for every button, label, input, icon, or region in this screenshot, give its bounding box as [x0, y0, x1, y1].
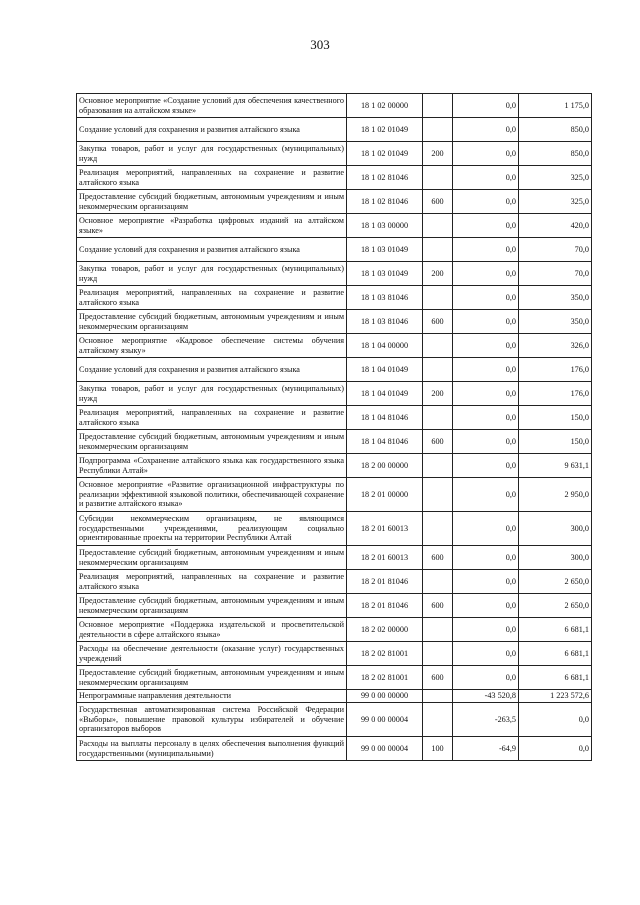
target-code-cell: 18 1 04 00000	[347, 334, 423, 358]
amount-total-cell: 0,0	[519, 703, 592, 737]
amount-change-cell: 0,0	[453, 512, 519, 546]
amount-total-cell: 150,0	[519, 430, 592, 454]
expense-type-cell: 600	[423, 190, 453, 214]
amount-total-cell: 70,0	[519, 238, 592, 262]
amount-total-cell: 150,0	[519, 406, 592, 430]
row-name-cell: Расходы на выплаты персоналу в целях обеспечения выполнения функций государственными (муниципальными)	[77, 737, 347, 761]
row-name-cell: Создание условий для сохранения и развития алтайского языка	[77, 358, 347, 382]
amount-total-cell: 176,0	[519, 382, 592, 406]
amount-change-cell: -43 520,8	[453, 690, 519, 703]
target-code-cell: 18 2 01 00000	[347, 478, 423, 512]
table-row	[77, 570, 592, 594]
amount-total-cell: 2 950,0	[519, 478, 592, 512]
expense-type-cell: 600	[423, 310, 453, 334]
row-name-cell: Предоставление субсидий бюджетным, автономным учреждениям и иным некоммерческим организациям	[77, 190, 347, 214]
table-row	[77, 454, 592, 478]
row-name-cell: Закупка товаров, работ и услуг для государственных (муниципальных) нужд	[77, 382, 347, 406]
expense-type-cell	[423, 454, 453, 478]
amount-total-cell: 325,0	[519, 166, 592, 190]
table-row	[77, 690, 592, 703]
target-code-cell: 18 2 02 00000	[347, 618, 423, 642]
amount-change-cell: 0,0	[453, 618, 519, 642]
expense-type-cell: 600	[423, 546, 453, 570]
budget-table	[76, 93, 592, 761]
target-code-cell: 99 0 00 00004	[347, 737, 423, 761]
amount-total-cell: 2 650,0	[519, 570, 592, 594]
row-name-cell: Предоставление субсидий бюджетным, автономным учреждениям и иным некоммерческим организациям	[77, 666, 347, 690]
target-code-cell: 18 1 02 01049	[347, 118, 423, 142]
row-name-cell: Предоставление субсидий бюджетным, автономным учреждениям и иным некоммерческим организациям	[77, 430, 347, 454]
expense-type-cell: 100	[423, 737, 453, 761]
row-name-cell: Непрограммные направления деятельности	[77, 690, 347, 703]
target-code-cell: 18 2 01 60013	[347, 546, 423, 570]
amount-total-cell: 6 681,1	[519, 618, 592, 642]
table-row	[77, 382, 592, 406]
amount-total-cell: 420,0	[519, 214, 592, 238]
table-row	[77, 666, 592, 690]
amount-change-cell: 0,0	[453, 382, 519, 406]
expense-type-cell: 200	[423, 142, 453, 166]
expense-type-cell	[423, 570, 453, 594]
expense-type-cell	[423, 238, 453, 262]
target-code-cell: 99 0 00 00004	[347, 703, 423, 737]
table-row	[77, 214, 592, 238]
target-code-cell: 18 1 03 00000	[347, 214, 423, 238]
amount-total-cell: 850,0	[519, 142, 592, 166]
row-name-cell: Субсидии некоммерческим организациям, не являющимся государственными учреждениями, реализующим социально ориентированные проекты на территории Республики Алтай	[77, 512, 347, 546]
row-name-cell: Предоставление субсидий бюджетным, автономным учреждениям и иным некоммерческим организациям	[77, 546, 347, 570]
row-name-cell: Реализация мероприятий, направленных на сохранение и развитие алтайского языка	[77, 570, 347, 594]
row-name-cell: Расходы на обеспечение деятельности (оказание услуг) государственных учреждений	[77, 642, 347, 666]
expense-type-cell	[423, 703, 453, 737]
table-row	[77, 478, 592, 512]
expense-type-cell: 600	[423, 594, 453, 618]
amount-change-cell: 0,0	[453, 118, 519, 142]
amount-total-cell: 1 223 572,6	[519, 690, 592, 703]
expense-type-cell	[423, 166, 453, 190]
table-row	[77, 430, 592, 454]
amount-change-cell: 0,0	[453, 310, 519, 334]
amount-change-cell: 0,0	[453, 214, 519, 238]
target-code-cell: 18 1 03 81046	[347, 286, 423, 310]
target-code-cell: 18 1 04 81046	[347, 430, 423, 454]
table-row	[77, 512, 592, 546]
amount-change-cell: -263,5	[453, 703, 519, 737]
amount-total-cell: 300,0	[519, 512, 592, 546]
expense-type-cell	[423, 642, 453, 666]
target-code-cell: 18 2 00 00000	[347, 454, 423, 478]
target-code-cell: 18 2 02 81001	[347, 642, 423, 666]
amount-change-cell: 0,0	[453, 166, 519, 190]
amount-change-cell: 0,0	[453, 190, 519, 214]
expense-type-cell	[423, 118, 453, 142]
expense-type-cell	[423, 618, 453, 642]
amount-change-cell: 0,0	[453, 546, 519, 570]
amount-total-cell: 1 175,0	[519, 94, 592, 118]
table-row	[77, 406, 592, 430]
amount-change-cell: 0,0	[453, 286, 519, 310]
target-code-cell: 18 2 01 81046	[347, 570, 423, 594]
row-name-cell: Предоставление субсидий бюджетным, автономным учреждениям и иным некоммерческим организациям	[77, 310, 347, 334]
expense-type-cell	[423, 334, 453, 358]
amount-total-cell: 350,0	[519, 286, 592, 310]
amount-change-cell: 0,0	[453, 94, 519, 118]
target-code-cell: 18 1 04 01049	[347, 358, 423, 382]
target-code-cell: 18 1 03 81046	[347, 310, 423, 334]
amount-change-cell: 0,0	[453, 666, 519, 690]
target-code-cell: 99 0 00 00000	[347, 690, 423, 703]
target-code-cell: 18 1 02 81046	[347, 190, 423, 214]
row-name-cell: Реализация мероприятий, направленных на сохранение и развитие алтайского языка	[77, 286, 347, 310]
amount-total-cell: 70,0	[519, 262, 592, 286]
expense-type-cell: 200	[423, 262, 453, 286]
amount-change-cell: 0,0	[453, 570, 519, 594]
target-code-cell: 18 1 04 01049	[347, 382, 423, 406]
expense-type-cell	[423, 214, 453, 238]
row-name-cell: Основное мероприятие «Кадровое обеспечение системы обучения алтайскому языку»	[77, 334, 347, 358]
expense-type-cell	[423, 512, 453, 546]
expense-type-cell: 200	[423, 382, 453, 406]
amount-total-cell: 0,0	[519, 737, 592, 761]
amount-total-cell: 325,0	[519, 190, 592, 214]
expense-type-cell	[423, 286, 453, 310]
row-name-cell: Создание условий для сохранения и развития алтайского языка	[77, 118, 347, 142]
table-row	[77, 262, 592, 286]
expense-type-cell	[423, 478, 453, 512]
table-row	[77, 238, 592, 262]
table-row	[77, 166, 592, 190]
amount-total-cell: 6 681,1	[519, 642, 592, 666]
expense-type-cell: 600	[423, 430, 453, 454]
target-code-cell: 18 1 03 01049	[347, 238, 423, 262]
target-code-cell: 18 1 04 81046	[347, 406, 423, 430]
amount-total-cell: 6 681,1	[519, 666, 592, 690]
amount-change-cell: 0,0	[453, 358, 519, 382]
amount-change-cell: 0,0	[453, 430, 519, 454]
target-code-cell: 18 2 01 81046	[347, 594, 423, 618]
table-row	[77, 703, 592, 737]
row-name-cell: Государственная автоматизированная система Российской Федерации «Выборы», повышение правовой культуры избирателей и обучение организаторов выборов	[77, 703, 347, 737]
table-row	[77, 142, 592, 166]
row-name-cell: Подпрограмма «Сохранение алтайского языка как государственного языка Республики Алтай»	[77, 454, 347, 478]
table-row	[77, 642, 592, 666]
expense-type-cell	[423, 94, 453, 118]
expense-type-cell: 600	[423, 666, 453, 690]
amount-total-cell: 350,0	[519, 310, 592, 334]
row-name-cell: Создание условий для сохранения и развития алтайского языка	[77, 238, 347, 262]
table-row	[77, 334, 592, 358]
row-name-cell: Реализация мероприятий, направленных на сохранение и развитие алтайского языка	[77, 166, 347, 190]
amount-total-cell: 300,0	[519, 546, 592, 570]
amount-change-cell: 0,0	[453, 454, 519, 478]
page-number: 303	[310, 37, 330, 52]
amount-change-cell: 0,0	[453, 594, 519, 618]
table-row	[77, 118, 592, 142]
row-name-cell: Основное мероприятие «Поддержка издательской и просветительской деятельности в сфере алтайского языка»	[77, 618, 347, 642]
amount-change-cell: 0,0	[453, 238, 519, 262]
amount-change-cell: 0,0	[453, 406, 519, 430]
amount-change-cell: 0,0	[453, 262, 519, 286]
target-code-cell: 18 1 02 01049	[347, 142, 423, 166]
table-row	[77, 94, 592, 118]
row-name-cell: Предоставление субсидий бюджетным, автономным учреждениям и иным некоммерческим организациям	[77, 594, 347, 618]
target-code-cell: 18 2 01 60013	[347, 512, 423, 546]
target-code-cell: 18 2 02 81001	[347, 666, 423, 690]
target-code-cell: 18 1 02 00000	[347, 94, 423, 118]
amount-total-cell: 850,0	[519, 118, 592, 142]
expense-type-cell	[423, 690, 453, 703]
target-code-cell: 18 1 03 01049	[347, 262, 423, 286]
table-row	[77, 546, 592, 570]
row-name-cell: Основное мероприятие «Развитие организационной инфраструктуры по реализации эффективной языковой политики, обеспечивающей сохранение и развитие алтайского языка»	[77, 478, 347, 512]
row-name-cell: Реализация мероприятий, направленных на сохранение и развитие алтайского языка	[77, 406, 347, 430]
expense-type-cell	[423, 406, 453, 430]
table-row	[77, 594, 592, 618]
amount-total-cell: 9 631,1	[519, 454, 592, 478]
amount-change-cell: 0,0	[453, 478, 519, 512]
amount-change-cell: 0,0	[453, 642, 519, 666]
amount-change-cell: -64,9	[453, 737, 519, 761]
amount-change-cell: 0,0	[453, 334, 519, 358]
table-row	[77, 190, 592, 214]
row-name-cell: Основное мероприятие «Создание условий для обеспечения качественного образования на алтайском языке»	[77, 94, 347, 118]
row-name-cell: Закупка товаров, работ и услуг для государственных (муниципальных) нужд	[77, 262, 347, 286]
amount-total-cell: 2 650,0	[519, 594, 592, 618]
row-name-cell: Основное мероприятие «Разработка цифровых изданий на алтайском языке»	[77, 214, 347, 238]
amount-total-cell: 326,0	[519, 334, 592, 358]
target-code-cell: 18 1 02 81046	[347, 166, 423, 190]
table-row	[77, 618, 592, 642]
table-row	[77, 286, 592, 310]
row-name-cell: Закупка товаров, работ и услуг для государственных (муниципальных) нужд	[77, 142, 347, 166]
budget-table-body	[77, 94, 592, 761]
expense-type-cell	[423, 358, 453, 382]
table-row	[77, 310, 592, 334]
amount-change-cell: 0,0	[453, 142, 519, 166]
table-row	[77, 358, 592, 382]
table-row	[77, 737, 592, 761]
amount-total-cell: 176,0	[519, 358, 592, 382]
